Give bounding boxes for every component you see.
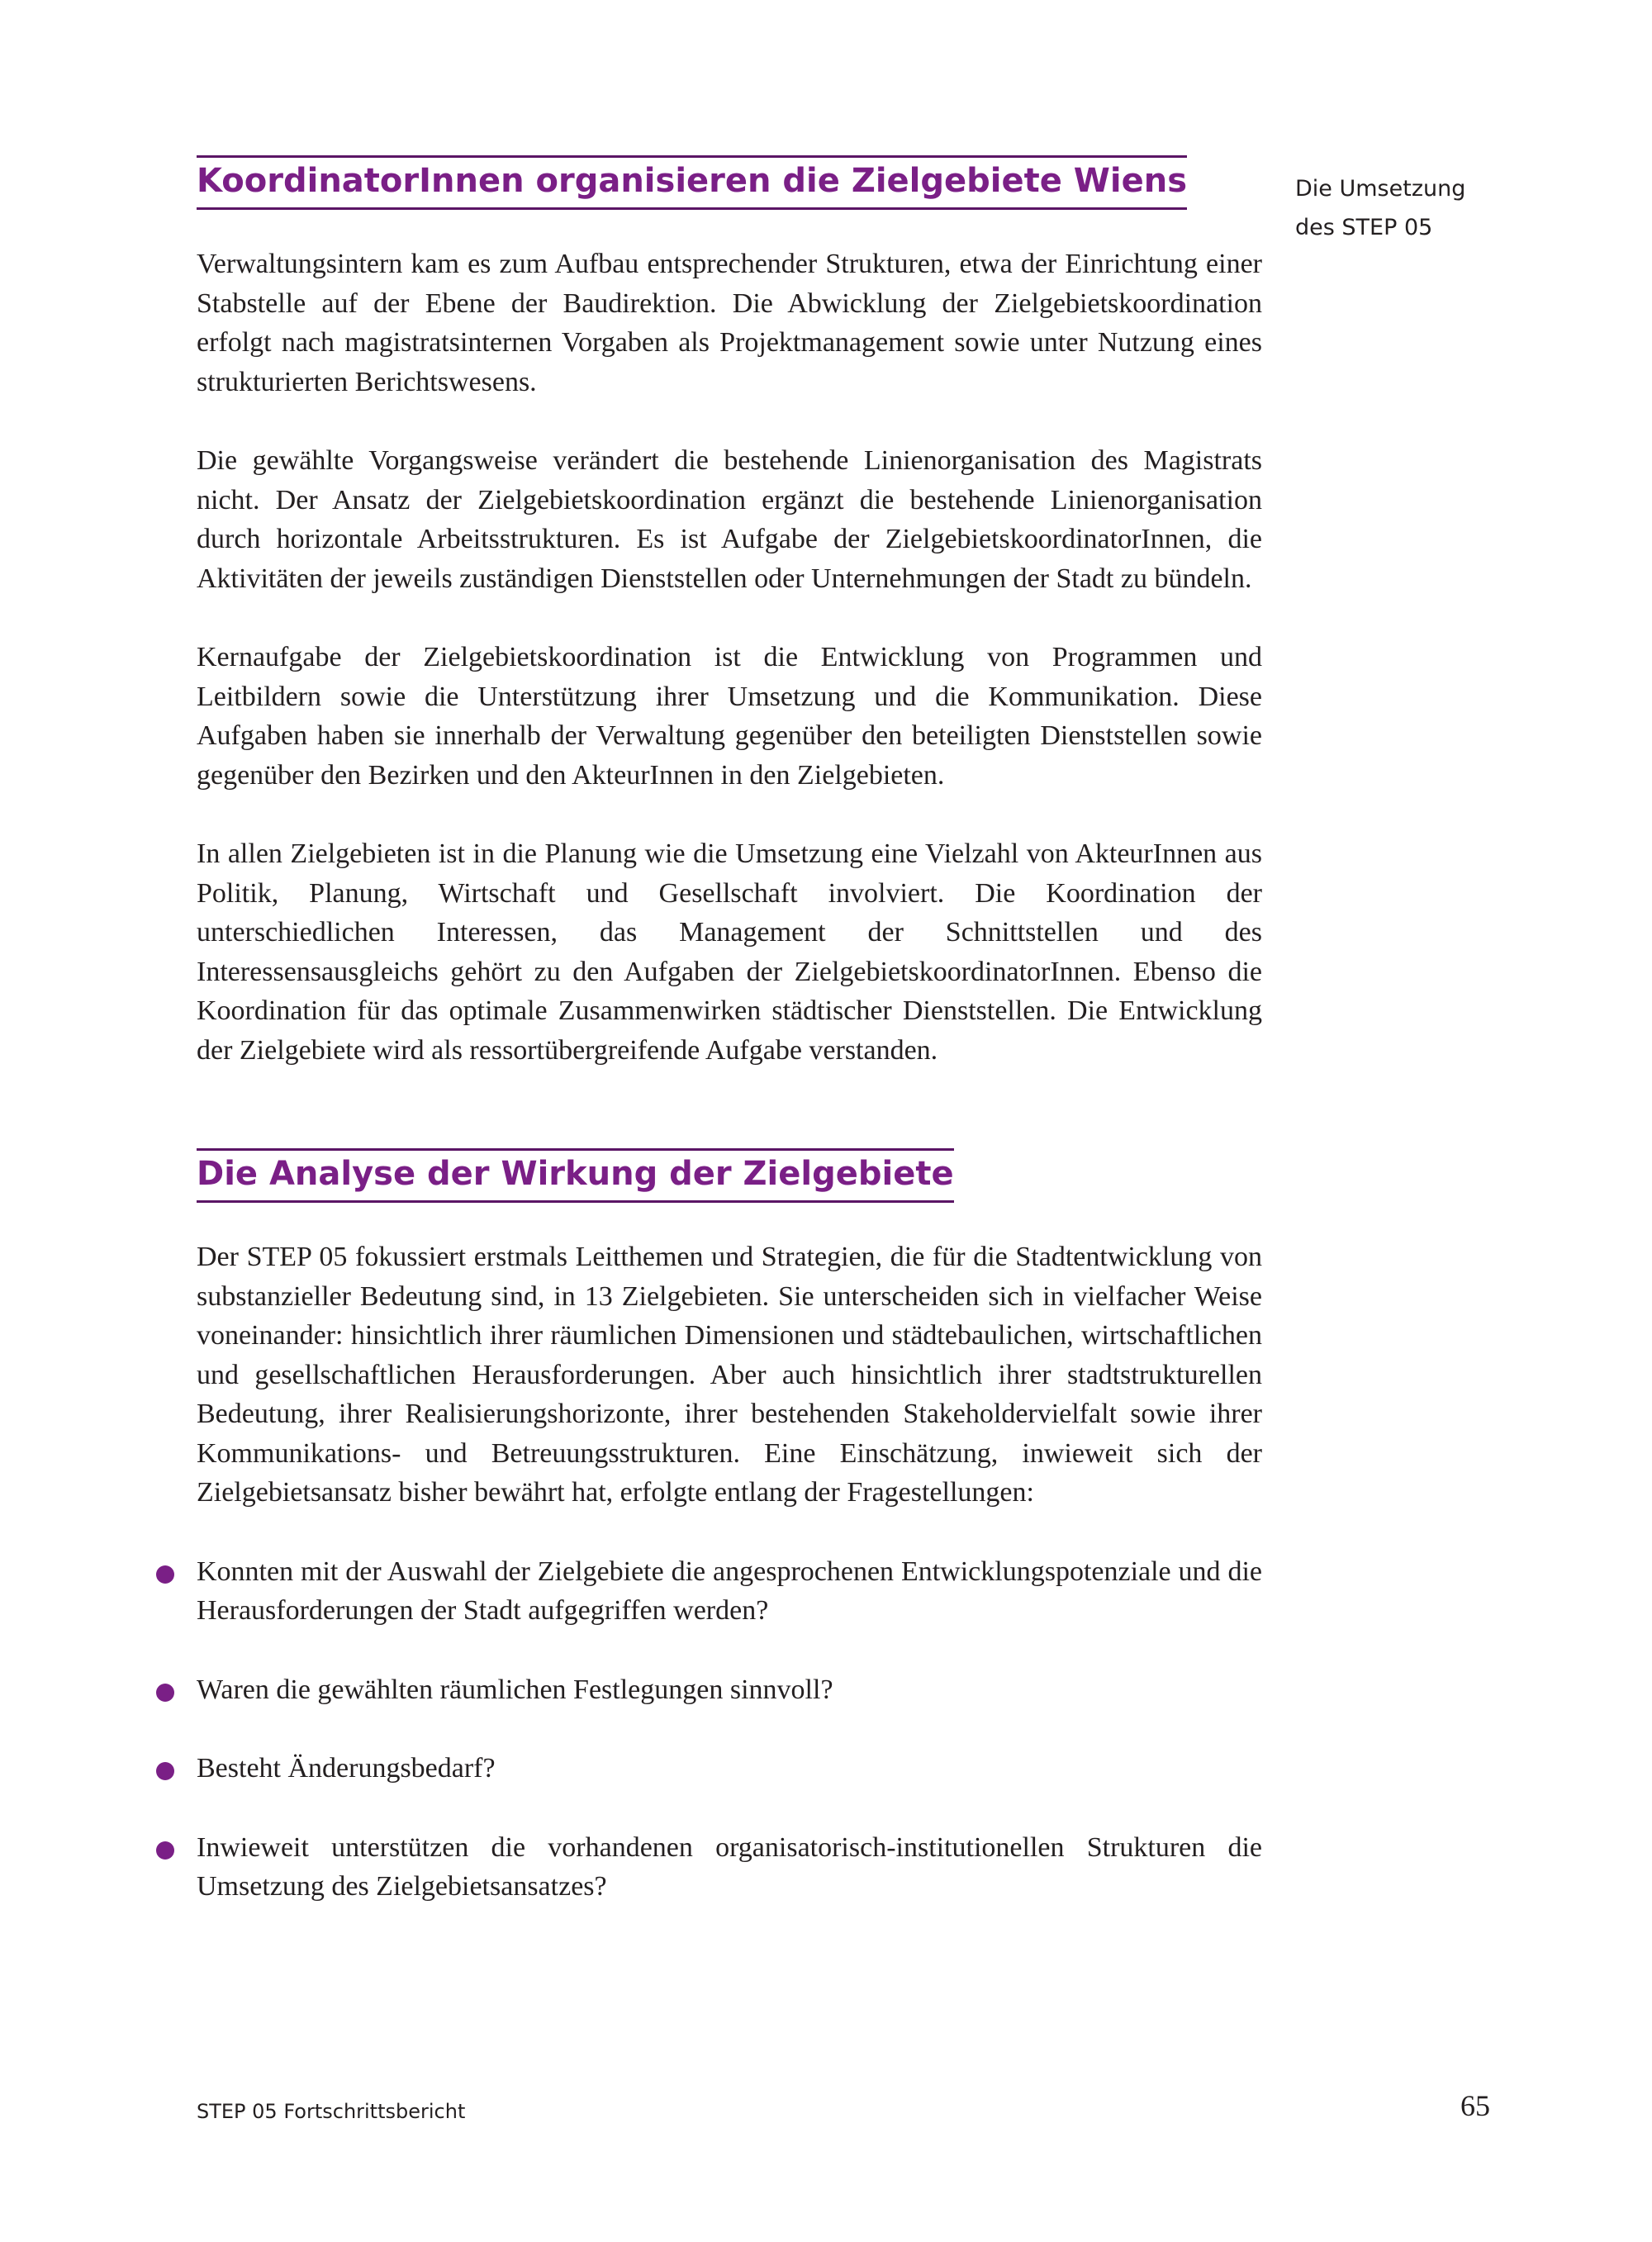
page-number: 65 <box>1460 2089 1490 2122</box>
section-heading-analyse: Die Analyse der Wirkung der Zielgebiete <box>197 1148 954 1203</box>
list-item-text: Inwieweit unterstützen die vorhandenen organisatorisch-institutionellen Strukturen die Umsetzung des Zielgebietsansatzes? <box>197 1831 1262 1902</box>
list-item-text: Besteht Änderungsbedarf? <box>197 1753 496 1784</box>
section-heading-koordinatorinnen: KoordinatorInnen organisieren die Zielgebiete Wiens <box>197 155 1187 210</box>
list-item <box>197 1828 1262 1907</box>
paragraph: Kernaufgabe der Zielgebietskoordination ist die Entwicklung von Programmen und Leitbildern sowie die Unterstützung ihrer Umsetzung und die Kommunikation. Diese Aufgaben haben sie innerhalb der Verwaltung gegenüber den beteiligten Dienststellen sowie gegenüber den Bezirken und den AkteurInnen in den Zielgebieten. <box>197 642 1262 791</box>
paragraph: Verwaltungsintern kam es zum Aufbau entsprechender Strukturen, etwa der Einrichtung einer Stabstelle auf der Ebene der Baudirektion. Die Abwicklung der Zielgebietskoordination erfolgt nach magistratsinternen Vorgaben als Projektmanagement sowie unter Nutzung eines strukturierten Berichtswesens. <box>197 249 1262 397</box>
paragraph: Der STEP 05 fokussiert erstmals Leitthemen und Strategien, die für die Stadtentwicklung von substanzieller Bedeutung sind, in 13 Zielgebieten. Sie unterscheiden sich in vielfacher Weise voneinander: hinsichtlich ihrer räumlichen Dimensionen und städtebaulichen, wirtschaftlichen und gesellschaftlichen Herausforderungen. Aber auch hinsichtlich ihrer stadtstrukturellen Bedeutung, ihrer Realisierungshorizonte, ihrer bestehenden Stakeholdervielfalt sowie ihrer Kommunikations- und Betreuungsstrukturen. Eine Einschätzung, inwieweit sich der Zielgebietsansatz bisher bewährt hat, erfolgte entlang der Fragestellungen: <box>197 1242 1262 1508</box>
margin-note-line: Die Umsetzung <box>1295 176 1466 202</box>
footer-title: STEP 05 Fortschrittsbericht <box>197 2100 466 2123</box>
list-item-text: Konnten mit der Auswahl der Zielgebiete die angesprochenen Entwicklungspotenziale und die Herausforderungen der Stadt aufgegriffen werden? <box>197 1556 1262 1626</box>
paragraph: Die gewählte Vorgangsweise verändert die bestehende Linienorganisation des Magistrats nicht. Der Ansatz der Zielgebietskoordination ergänzt die bestehende Linienorganisation durch horizontale Arbeitsstrukturen. Es ist Aufgabe der ZielgebietskoordinatorInnen, die Aktivitäten der jeweils zuständigen Dienststellen oder Unternehmungen der Stadt zu bündeln. <box>197 445 1262 594</box>
list-item <box>197 1552 1262 1631</box>
section-heading-wrapper <box>197 1148 1262 1203</box>
paragraph: In allen Zielgebieten ist in die Planung wie die Umsetzung eine Vielzahl von AkteurInnen aus Politik, Planung, Wirtschaft und Gesellschaft involviert. Die Koordination der unterschiedlichen Interessen, das Management der Schnittstellen und des Interessensausgleichs gehört zu den Aufgaben der ZielgebietskoordinatorInnen. Ebenso die Koordination für das optimale Zusammenwirken städtischer Dienststellen. Die Entwicklung der Zielgebiete wird als ressortübergreifende Aufgabe verstanden. <box>197 838 1262 1066</box>
list-item <box>197 1749 1262 1788</box>
bullet-dot-icon <box>156 1841 174 1860</box>
main-column <box>197 155 1262 1946</box>
margin-note-line: des STEP 05 <box>1295 215 1433 240</box>
margin-note <box>1295 169 1510 247</box>
bullet-dot-icon <box>156 1762 174 1780</box>
question-list <box>197 1552 1262 1907</box>
list-item <box>197 1670 1262 1710</box>
bullet-dot-icon <box>156 1684 174 1702</box>
bullet-dot-icon <box>156 1565 174 1584</box>
list-item-text: Waren die gewählten räumlichen Festlegungen sinnvoll? <box>197 1674 833 1705</box>
